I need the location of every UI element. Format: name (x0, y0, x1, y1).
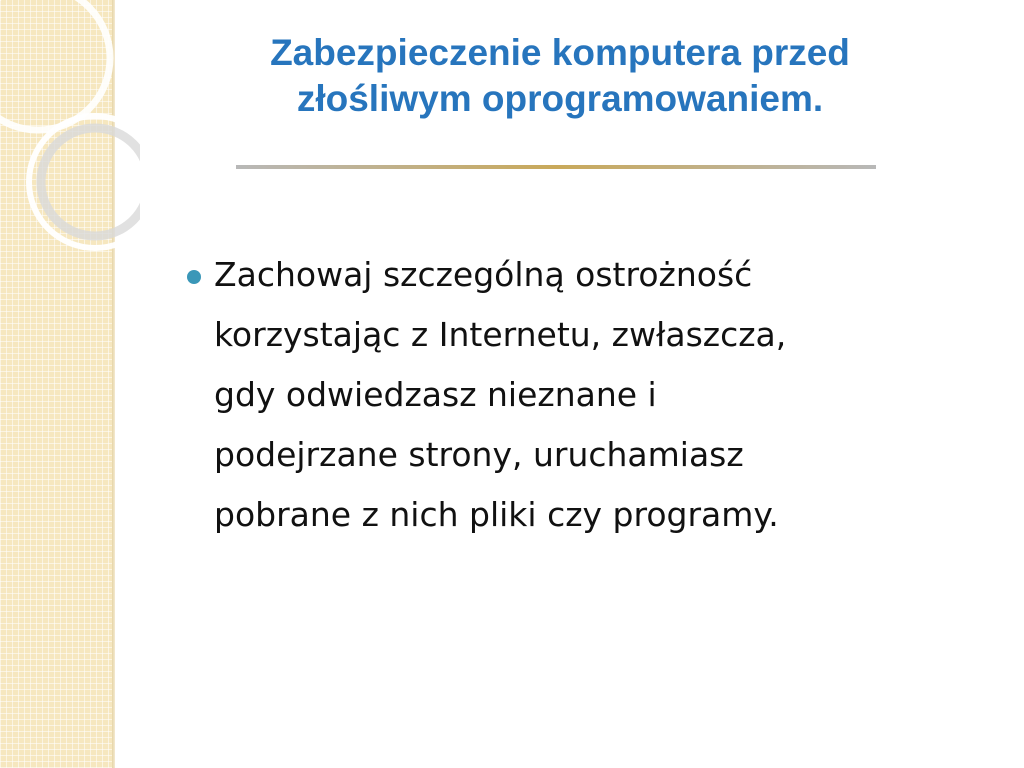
title-divider (236, 165, 876, 169)
title-line-2: złośliwym oprogramowaniem. (296, 78, 824, 119)
bullet-text-line: gdy odwiedzasz nieznane i (214, 375, 657, 414)
bullet-text-line: pobrane z nich pliki czy programy. (214, 495, 779, 534)
decorative-ring-top (0, 0, 110, 130)
bullet-dot-icon (187, 270, 201, 284)
decorative-rings (0, 0, 140, 260)
bullet-item (182, 245, 942, 545)
bullet-text-line: podejrzane strony, uruchamiasz (214, 435, 744, 474)
slide-body (182, 245, 942, 545)
decorative-ring-inner (41, 128, 140, 236)
title-line-1: Zabezpieczenie komputera przed (270, 32, 850, 73)
slide-title (180, 30, 940, 122)
bullet-text-line: korzystając z Internetu, zwłaszcza, (214, 315, 787, 354)
bullet-text-line: Zachowaj szczególną ostrożność (214, 255, 753, 294)
